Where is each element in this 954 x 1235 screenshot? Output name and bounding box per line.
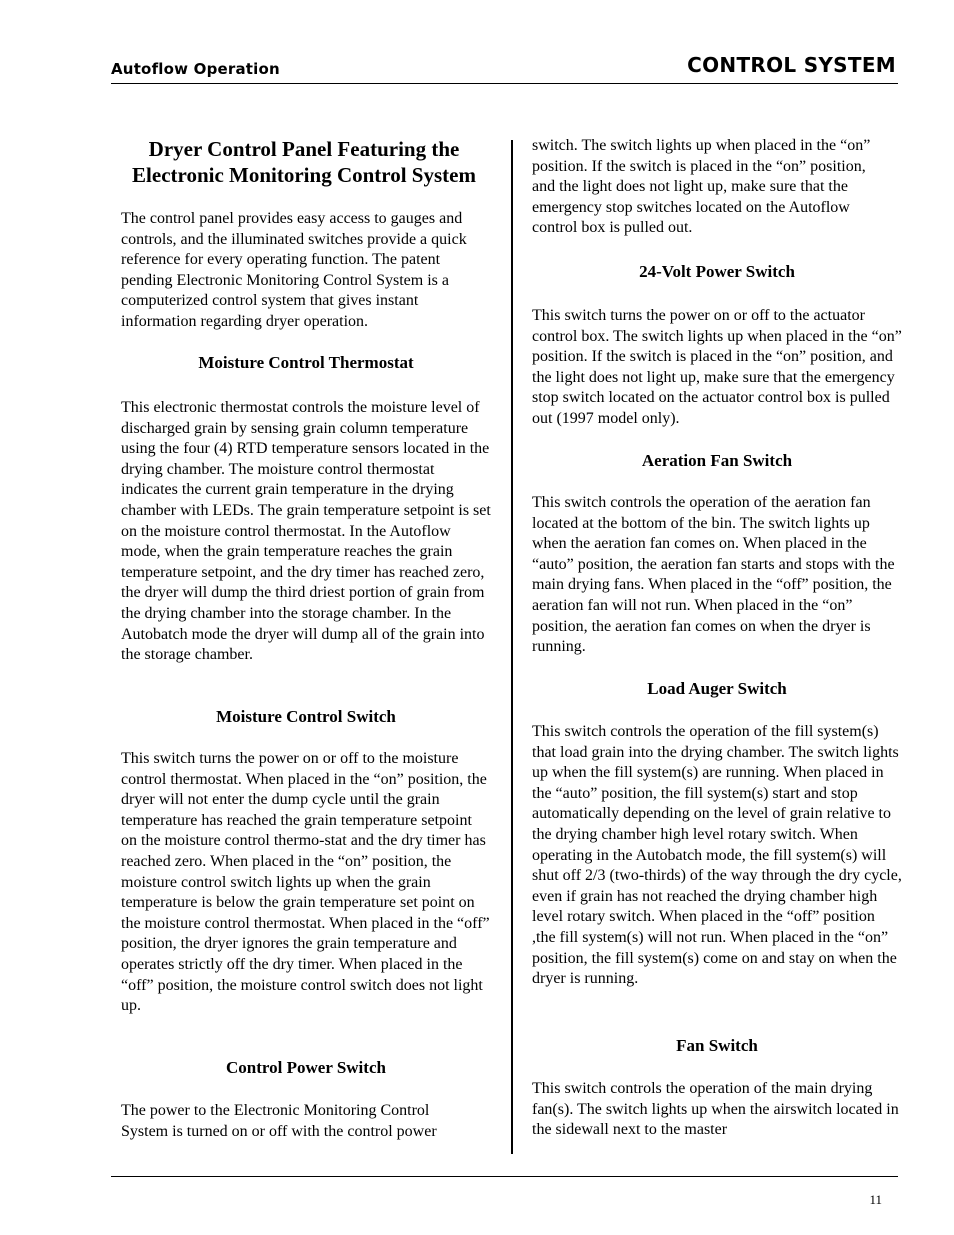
heading-aeration-fan-switch: Aeration Fan Switch bbox=[641, 451, 793, 470]
column-divider bbox=[511, 140, 513, 1154]
page-number: 11 bbox=[869, 1192, 882, 1207]
page-title-line-2: Electronic Monitoring Control System bbox=[132, 163, 476, 187]
paragraph-aeration-fan-switch: This switch controls the operation of the aeration fan located at the bottom of the bin. The switch lights up when the aeration fan comes on. When placed in the “auto” position, the aeration fan starts and stops with the main drying fans. When placed in the “off” position, the aeration fan will not run. When placed in the “on” position, the aeration fan comes on when the dryer is running. bbox=[532, 494, 895, 656]
intro-paragraph: The control panel provides easy access to gauges and controls, and the illuminated switches provide a quick reference for every operating function. The patent pending Electronic Monitoring Control System is a computerized control system that gives instant information regarding dryer operation. bbox=[121, 210, 467, 330]
header-rule bbox=[111, 83, 898, 84]
heading-load-auger-switch: Load Auger Switch bbox=[647, 679, 787, 698]
heading-control-power-switch: Control Power Switch bbox=[226, 1058, 386, 1077]
header-section-title: Autoflow Operation bbox=[111, 60, 280, 78]
paragraph-moisture-control-switch: This switch turns the power on or off to the moisture control thermostat. When placed in the “on” position, the dryer will not enter the dump cycle until the grain temperature has reached the grain temperature setpoint on the moisture control thermo-stat and the dry timer has reached zero. When placed in the “on” position, the moisture control switch lights up when the grain temperature is below the grain temperature set point on the moisture control thermostat. When placed in the “off” position, the dryer ignores the grain temperature and operates strictly off the dry timer. When placed in the “off” position, the moisture control switch does not light up. bbox=[121, 750, 490, 1015]
paragraph-fan-switch: This switch controls the operation of the main drying fan(s). The switch lights up when the airswitch located in the sidewall next to the master bbox=[532, 1080, 899, 1139]
paragraph-load-auger-switch: This switch controls the operation of the fill system(s) that load grain into the drying chamber. The switch lights up when the fill system(s) are running. When placed in the “auto” position, the fill system(s) start and stop automatically depending on the level of grain relative to the drying chamber high level rotary switch. When operating in the Autobatch mode, the fill system(s) will shut off 2/3 (two-thirds) of the way through the dry cycle, even if grain has not reached the drying chamber high level rotary switch. When placed in the “off” position ,the fill system(s) will not run. When placed in the “on” position, the fill system(s) come on and stay on when the dryer is running. bbox=[532, 723, 902, 988]
paragraph-24-volt-power-switch: This switch turns the power on or off to the actuator control box. The switch lights up when placed in the “on” position. If the switch is placed in the “on” position, and the light does not light up, make sure that the emergency stop switch located on the actuator control box is pulled out (1997 model only). bbox=[532, 307, 902, 427]
paragraph-control-power-switch: The power to the Electronic Monitoring Control System is turned on or off with the control power bbox=[121, 1102, 437, 1140]
paragraph-moisture-control-thermostat: This electronic thermostat controls the moisture level of discharged grain by sensing grain column temperature using the four (4) RTD temperature sensors located in the drying chamber. The moisture control thermostat indicates the current grain temperature in the drying chamber with LEDs. The grain temperature setpoint is set on the moisture control thermostat. In the Autoflow mode, when the grain temperature reaches the grain temperature setpoint, and the dry timer has reached zero, the dryer will dump the third driest portion of grain from the drying chamber into the storage chamber. In the Autobatch mode the dryer will dump all of the grain into the storage chamber. bbox=[121, 399, 491, 664]
header-chapter-title: CONTROL SYSTEM bbox=[687, 53, 896, 77]
heading-24-volt-power-switch: 24-Volt Power Switch bbox=[639, 262, 795, 281]
paragraph-control-power-continued: switch. The switch lights up when placed in the “on” position. If the switch is placed in the “on” position, and the light does not light up, make sure that the emergency stop switches located on the Autoflow control box is pulled out. bbox=[532, 137, 871, 237]
heading-moisture-control-switch: Moisture Control Switch bbox=[216, 707, 396, 726]
heading-fan-switch: Fan Switch bbox=[676, 1036, 758, 1055]
page-title-line-1: Dryer Control Panel Featuring the bbox=[148, 137, 460, 161]
heading-moisture-control-thermostat: Moisture Control Thermostat bbox=[198, 353, 414, 372]
page-title bbox=[110, 136, 498, 188]
footer-rule bbox=[111, 1176, 898, 1177]
